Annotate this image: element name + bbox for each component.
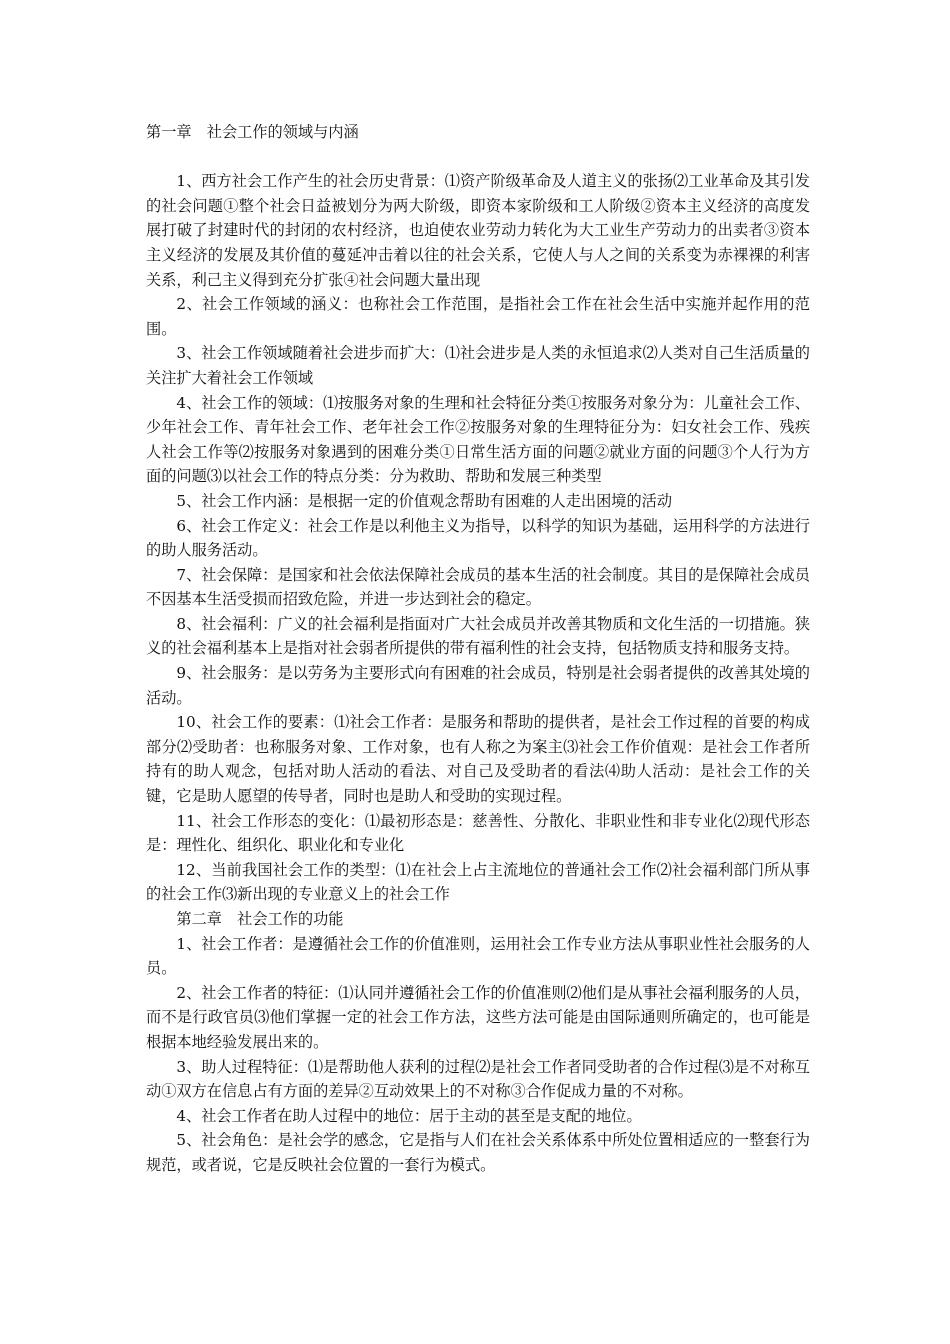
chapter-1-title: 第一章 社会工作的领域与内涵 xyxy=(146,123,359,141)
paragraph-2-3: 3、助人过程特征：⑴是帮助他人获利的过程⑵是社会工作者同受助者的合作过程⑶是不对称互动①双方在信息占有方面的差异②互动效果上的不对称③合作促成力量的不对称。 xyxy=(146,1057,810,1101)
chapter-2-title: 第二章 社会工作的功能 xyxy=(176,910,344,928)
paragraph-1-3: 3、社会工作领域随着社会进步而扩大：⑴社会进步是人类的永恒追求⑵人类对自己生活质量的关注扩大着社会工作领域 xyxy=(146,344,810,387)
paragraph-1-5: 5、社会工作内涵：是根据一定的价值观念帮助有困难的人走出困境的活动 xyxy=(176,491,673,510)
document-page xyxy=(146,120,810,1178)
paragraph-1-11: 11、社会工作形态的变化：⑴最初形态是：慈善性、分散化、非职业性和非专业化⑵现代形态是：理性化、组织化、职业化和专业化 xyxy=(146,811,810,855)
paragraph-1-7: 7、社会保障：是国家和社会依法保障社会成员的基本生活的社会制度。其目的是保障社会成员不因基本生活受损而招致危险，并进一步达到社会的稳定。 xyxy=(146,565,810,609)
paragraph-2-4: 4、社会工作者在助人过程中的地位：居于主动的甚至是支配的地位。 xyxy=(176,1106,642,1125)
paragraph-1-9: 9、社会服务：是以劳务为主要形式向有困难的社会成员，特别是社会弱者提供的改善其处境的活动。 xyxy=(146,664,810,707)
paragraph-1-2: 2、社会工作领域的涵义：也称社会工作范围，是指社会工作在社会生活中实施并起作用的范围。 xyxy=(146,295,810,338)
paragraph-1-6: 6、社会工作定义：社会工作是以利他主义为指导，以科学的知识为基础，运用科学的方法进行的助人服务活动。 xyxy=(146,516,810,560)
paragraph-1-12: 12、当前我国社会工作的类型：⑴在社会上占主流地位的普通社会工作⑵社会福利部门所从事的社会工作⑶新出现的专业意义上的社会工作 xyxy=(146,860,810,904)
paragraph-1-4: 4、社会工作的领域：⑴按服务对象的生理和社会特征分类①按服务对象分为：儿童社会工作、少年社会工作、青年社会工作、老年社会工作②按服务对象的生理特征分为：妇女社会工作、残疾人社会工作等⑵按服务对象遇到的困难分类①日常生活方面的问题②就业方面的问题③个人行为方面的问题⑶以社会工作的特点分类：分为救助、帮助和发展三种类型 xyxy=(146,393,810,486)
paragraph-1-10: 10、社会工作的要素：⑴社会工作者：是服务和帮助的提供者，是社会工作过程的首要的构成部分⑵受助者：也称服务对象、工作对象，也有人称之为案主⑶社会工作价值观：是社会工作者所持有的助人观念，包括对助人活动的看法、对自己及受助者的看法⑷助人活动：是社会工作的关键，它是助人愿望的传导者，同时也是助人和受助的实现过程。 xyxy=(146,713,810,806)
paragraph-2-1: 1、社会工作者：是遵循社会工作的价值准则，运用社会工作专业方法从事职业性社会服务的人员。 xyxy=(146,934,810,978)
paragraph-1-1: 1、西方社会工作产生的社会历史背景：⑴资产阶级革命及人道主义的张扬⑵工业革命及其引发的社会问题①整个社会日益被划分为两大阶级，即资本家阶级和工人阶级②资本主义经济的高度发展打破了封建时代的封闭的农村经济，也迫使农业劳动力转化为大工业生产劳动力的出卖者③资本主义经济的发展及其价值的蔓延冲击着以往的社会关系，它使人与人之间的关系变为赤裸裸的利害关系，利己主义得到充分扩张④社会问题大量出现 xyxy=(146,172,810,289)
paragraph-1-8: 8、社会福利：广义的社会福利是指面对广大社会成员并改善其物质和文化生活的一切措施。狭义的社会福利基本上是指对社会弱者所提供的带有福利性的社会支持，包括物质支持和服务支持。 xyxy=(146,614,810,658)
blank-line xyxy=(146,145,810,170)
paragraph-2-5: 5、社会角色：是社会学的感念，它是指与人们在社会关系体系中所处位置相适应的一整套行为规范，或者说，它是反映社会位置的一套行为模式。 xyxy=(146,1131,810,1174)
paragraph-2-2: 2、社会工作者的特征：⑴认同并遵循社会工作的价值准则⑵他们是从事社会福利服务的人员，而不是行政官员⑶他们掌握一定的社会工作方法，这些方法可能是由国际通则所确定的，也可能是根据本地经验发展出来的。 xyxy=(146,983,810,1051)
